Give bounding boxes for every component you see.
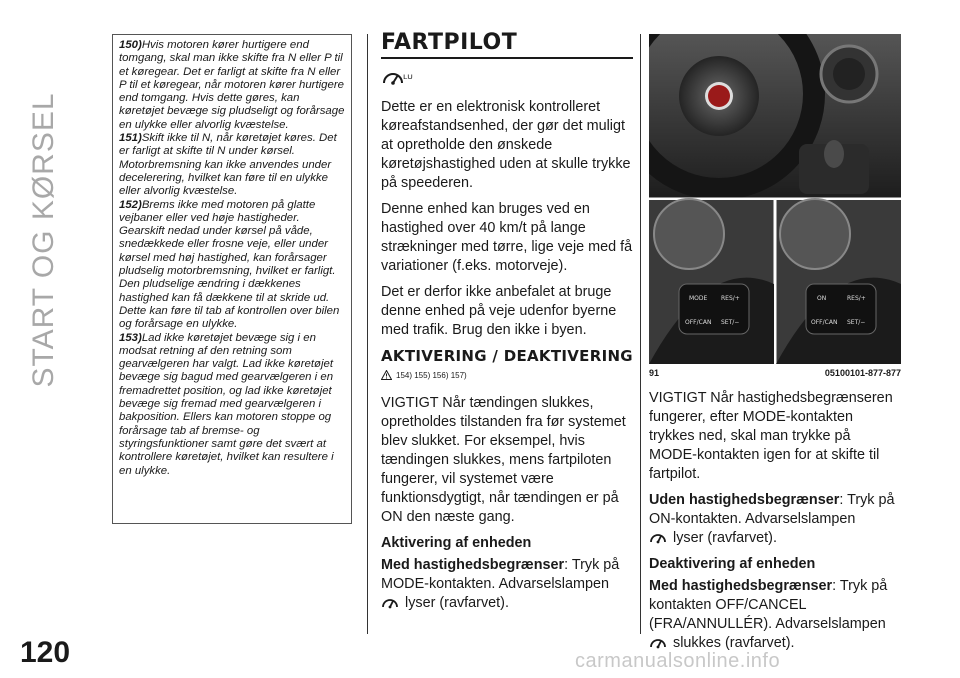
warning-152: 152)Brems ikke med motoren på glatte vejbaner eller ved høje hastigheder. Gearskift nedad under kørsel på våde, snedækkede eller frosne veje, eller under kørsel med høj hastighed, kan forårsager pludselig motorbremsning, hvilket er farligt. Den pludselige ændring i dækkenes hastighed kan få dækkene til at skride ud. Dette kan føre til tab af kontrollen over bilen og forårsage en ulykke. xyxy=(119,198,340,331)
warning-references: 154) 155) 156) 157) xyxy=(381,370,633,380)
warnings-box xyxy=(112,34,352,524)
cruise-lamp-icon xyxy=(649,635,667,649)
warning-151: 151)Skift ikke til N, når køretøjet køres. Det er farligt at skifte til N under kørsel. Motorbremsning kan ikke anvendes under decelerering, hvilket kan føre til en ulykke eller alvorlig kvæstelse. xyxy=(119,132,337,198)
on-button-label: ON xyxy=(817,295,827,302)
watermark: carmanualsonline.info xyxy=(575,650,781,672)
activation-text: Med hastighedsbegrænser: Tryk på MODE-kontakten. Advarselslampen xyxy=(381,557,620,592)
warning-triangle-icon xyxy=(381,370,392,380)
mode-button-label: MODE xyxy=(689,295,708,302)
res-button-label: RES/+ xyxy=(847,295,866,302)
set-button-label: SET/− xyxy=(721,319,740,326)
page-title: FARTPILOT xyxy=(381,30,633,59)
warning-150: 150)Hvis motoren kører hurtigere end tomgang, skal man ikke skifte fra N eller P til et køregear. Det er farligt at skifte fra N eller P til et køregear, når motoren kører hurtigere end tomgang. Hvis dette gøres, kan køretøjet bevæge sig pludseligt og forårsage en ulykke eller alvorlig kvæstelse. xyxy=(119,39,345,131)
figure-code: 05100101-877-877 xyxy=(824,368,901,378)
off-button-label: OFF/CAN xyxy=(811,319,838,326)
warning-153: 153)Lad ikke køretøjet bevæge sig i en modsat retning af den retning som gearvælgeren har valgt. Lad ikke køretøjet bevæge sig bagud med gearvælgeren i en fremadrettet position, og lad ikke køretøjet bevæge sig fremad med gearvælgeren i bakposition. Ellers kan motoren stoppe og forårsage tab af bremse- og styringsfunktioner samt gøre det svært at kontrollere køretøjet, hvilket kan resultere i en ulykke. xyxy=(119,331,334,477)
set-button-label: SET/− xyxy=(847,319,866,326)
page-number: 120 xyxy=(20,636,71,669)
cruise-lamp-icon xyxy=(381,595,399,609)
steering-wheel-photo xyxy=(649,34,901,364)
deactivation-lamp: slukkes (ravfarvet). xyxy=(649,634,901,653)
intro-paragraph: Det er derfor ikke anbefalet at bruge denne enhed på veje udenfor byerne med trafik. Brug den ikke i byen. xyxy=(381,284,617,338)
without-limiter-text: Uden hastighedsbegrænser: Tryk på ON-kontakten. Advarselslampen xyxy=(649,492,895,527)
figure-number: 91 xyxy=(649,368,660,378)
off-button-label: OFF/CAN xyxy=(685,319,712,326)
intro-paragraph: Dette er en elektronisk kontrolleret køreafstandsenhed, der gør det muligt at opretholde den ønskede køretøjshastighed uden at skulle trykke på speederen. xyxy=(381,99,631,191)
cruise-lamp-icon xyxy=(649,530,667,544)
right-column xyxy=(649,389,901,660)
column-divider xyxy=(367,34,368,634)
deactivation-text: Med hastighedsbegrænser: Tryk på kontakten OFF/CANCEL (FRA/ANNULLÉR). Advarselslampen xyxy=(649,578,888,632)
important-note: VIGTIGT Når hastighedsbegrænseren fungerer, efter MODE-kontakten trykkes ned, skal man trykke på MODE-kontakten igen for at skifte til fartpilot. xyxy=(649,390,893,482)
cruise-control-icon xyxy=(381,63,633,90)
activation-heading: Aktivering af enheden xyxy=(381,535,532,551)
main-column xyxy=(381,30,633,620)
svg-text:ᴸᵁ: ᴸᵁ xyxy=(403,72,413,85)
important-note: VIGTIGT Når tændingen slukkes, opretholdes tilstanden fra før systemet blev slukket. For eksempel, hvis tændingen slukkes, mens fartpiloten fungerer, vil systemet være funktionsdygtigt, når tændingen er på ON den næste gang. xyxy=(381,395,626,525)
activation-lamp: lyser (ravfarvet). xyxy=(381,594,633,613)
figure-caption xyxy=(649,368,901,378)
intro-paragraph: Denne enhed kan bruges ved en hastighed over 40 km/t på lange strækninger med tørre, lige veje med få variationer (f.eks. motorveje). xyxy=(381,201,633,274)
without-limiter-lamp: lyser (ravfarvet). xyxy=(649,529,901,548)
deactivation-heading: Deaktivering af enheden xyxy=(649,556,816,572)
section-heading: AKTIVERING / DEAKTIVERING xyxy=(381,347,633,365)
column-divider xyxy=(640,34,641,634)
res-button-label: RES/+ xyxy=(721,295,740,302)
